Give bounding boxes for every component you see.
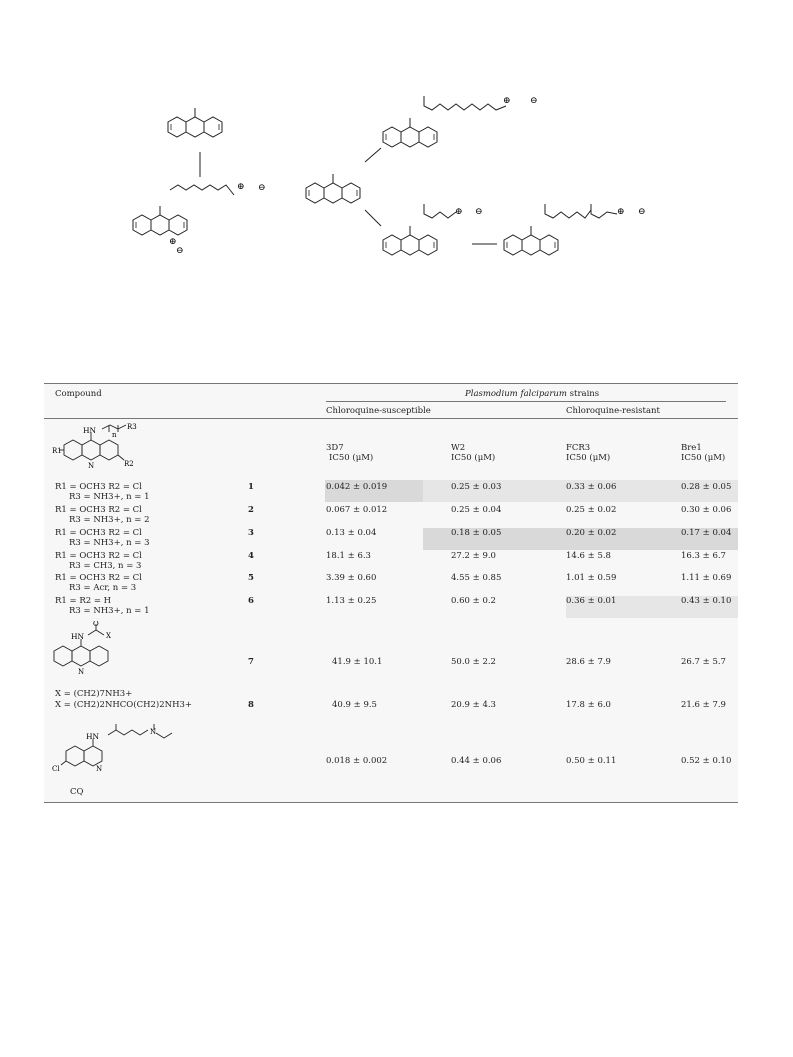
row-fcr3: 0.20 ± 0.02: [566, 528, 617, 538]
plus-charge: ⊕: [237, 182, 245, 192]
ic50-3d7: IC50 (μM): [329, 453, 374, 463]
plus-charge: ⊕: [455, 207, 463, 217]
ring-n-label: N: [78, 668, 85, 676]
row-3d7: 0.13 ± 0.04: [326, 528, 377, 538]
resistant-header: Chloroquine-resistant: [566, 406, 660, 416]
row-line1: R1 = OCH3 R2 = Cl: [55, 505, 142, 515]
acridine-bottom-right-b: [504, 204, 617, 255]
plus-charge: ⊕: [617, 207, 625, 217]
arrow-down-right: [365, 210, 381, 226]
row-num: 3: [248, 528, 254, 538]
acridine-center: [306, 174, 360, 203]
row-num: 4: [248, 551, 254, 561]
row-line1: R1 = R2 = H: [55, 596, 112, 606]
row8-w2: 20.9 ± 4.3: [451, 700, 496, 710]
compound-header: Compound: [55, 389, 102, 399]
chloroquine-structure: [52, 721, 212, 781]
row-line1: R1 = OCH3 R2 = Cl: [55, 551, 142, 561]
row-line2: R3 = NH3+, n = 1: [69, 492, 150, 502]
table-header-rule: [44, 418, 738, 419]
cl-label: Cl: [52, 765, 60, 773]
cq-label: CQ: [70, 787, 84, 797]
ic50-bre1: IC50 (μM): [681, 453, 726, 463]
hn-label: HN: [86, 732, 100, 741]
row8-xlabel: X = (CH2)2NHCO(CH2)2NH3+: [55, 700, 193, 710]
row7-fcr3: 28.6 ± 7.9: [566, 657, 611, 667]
cq-w2: 0.44 ± 0.06: [451, 756, 502, 766]
species-suffix: strains: [566, 389, 600, 399]
ring-n-label: N: [96, 765, 103, 773]
row-3d7: 1.13 ± 0.25: [326, 596, 377, 606]
row-3d7: 0.067 ± 0.012: [326, 505, 388, 515]
minus-charge: ⊖: [530, 96, 538, 106]
row-line1: R1 = OCH3 R2 = Cl: [55, 573, 142, 583]
amide-structure: [52, 621, 172, 691]
n-label: n: [112, 431, 117, 439]
row-bre1: 16.3 ± 6.7: [681, 551, 726, 561]
hn-label: HN: [83, 426, 97, 435]
species-name: Plasmodium falciparum: [465, 389, 567, 399]
cq-bre1: 0.52 ± 0.10: [681, 756, 732, 766]
r2-label: R2: [124, 460, 134, 468]
row-num: 2: [248, 505, 254, 515]
row-line2: R3 = NH3+, n = 1: [69, 606, 150, 616]
row-line1: R1 = OCH3 R2 = Cl: [55, 528, 142, 538]
row8-fcr3: 17.8 ± 6.0: [566, 700, 611, 710]
row-w2: 0.25 ± 0.04: [451, 505, 502, 515]
row-bre1: 0.17 ± 0.04: [681, 528, 732, 538]
row-fcr3: 0.36 ± 0.01: [566, 596, 617, 606]
minus-charge: ⊖: [475, 207, 483, 217]
row-line1: R1 = OCH3 R2 = Cl: [55, 482, 142, 492]
row-num: 1: [248, 482, 254, 492]
row-bre1: 0.28 ± 0.05: [681, 482, 732, 492]
strain-fcr3: FCR3: [566, 443, 591, 453]
strain-bre1: Bre1: [681, 443, 702, 453]
acridine-bottom-right-a: [383, 204, 456, 255]
row8-bre1: 21.6 ± 7.9: [681, 700, 726, 710]
row-fcr3: 0.33 ± 0.06: [566, 482, 617, 492]
minus-charge: ⊖: [258, 183, 266, 193]
row-bre1: 0.43 ± 0.10: [681, 596, 732, 606]
acridine-bottom-left: [133, 185, 234, 235]
susceptible-header: Chloroquine-susceptible: [326, 406, 431, 416]
ic50-fcr3: IC50 (μM): [566, 453, 611, 463]
row7-num: 7: [248, 657, 254, 667]
table-bottom-rule: [44, 802, 738, 803]
reaction-scheme: [0, 0, 793, 300]
row-w2: 27.2 ± 9.0: [451, 551, 496, 561]
row-fcr3: 14.6 ± 5.8: [566, 551, 611, 561]
row7-bre1: 26.7 ± 5.7: [681, 657, 726, 667]
x-label: X: [106, 632, 111, 640]
cq-3d7: 0.018 ± 0.002: [326, 756, 388, 766]
row-w2: 4.55 ± 0.85: [451, 573, 502, 583]
row-3d7: 18.1 ± 6.3: [326, 551, 371, 561]
ring-n-label: N: [88, 462, 95, 470]
row-w2: 0.60 ± 0.2: [451, 596, 496, 606]
row-w2: 0.18 ± 0.05: [451, 528, 502, 538]
row-line2: R3 = NH3+, n = 3: [69, 538, 150, 548]
row7-3d7: 41.9 ± 10.1: [332, 657, 383, 667]
row8-3d7: 40.9 ± 9.5: [332, 700, 377, 710]
amine-n-label: N: [150, 728, 157, 736]
activity-table: [44, 383, 738, 803]
row-line2: R3 = CH3, n = 3: [69, 561, 142, 571]
row-w2: 0.25 ± 0.03: [451, 482, 502, 492]
o-label: O: [93, 621, 99, 628]
cq-fcr3: 0.50 ± 0.11: [566, 756, 617, 766]
row-3d7: 3.39 ± 0.60: [326, 573, 377, 583]
row-fcr3: 0.25 ± 0.02: [566, 505, 617, 515]
r1-label: R1: [52, 447, 62, 455]
species-header: [465, 389, 599, 399]
row-3d7: 0.042 ± 0.019: [326, 482, 388, 492]
row-num: 5: [248, 573, 254, 583]
row7-xlabel: X = (CH2)7NH3+: [55, 689, 133, 699]
acridine-top-left: [168, 108, 222, 137]
row-line2: R3 = NH3+, n = 2: [69, 515, 150, 525]
row7-w2: 50.0 ± 2.2: [451, 657, 496, 667]
row-fcr3: 1.01 ± 0.59: [566, 573, 617, 583]
ic50-w2: IC50 (μM): [451, 453, 496, 463]
minus-charge: ⊖: [176, 246, 184, 256]
table-top-rule: [44, 383, 738, 384]
row8-num: 8: [248, 700, 254, 710]
row-num: 6: [248, 596, 254, 606]
arrow-up-right: [365, 148, 381, 162]
hn-label: HN: [71, 632, 85, 641]
minus-charge: ⊖: [638, 207, 646, 217]
header-sub-rule: [326, 401, 726, 402]
row-bre1: 0.30 ± 0.06: [681, 505, 732, 515]
r3-label: R3: [127, 423, 137, 431]
row-bre1: 1.11 ± 0.69: [681, 573, 732, 583]
plus-charge: ⊕: [503, 96, 511, 106]
plus-charge: ⊕: [169, 237, 177, 247]
row-line2: R3 = Acr, n = 3: [69, 583, 137, 593]
acridine-top-right: [383, 96, 506, 147]
general-structure: [52, 423, 192, 481]
strain-3d7: 3D7: [326, 443, 344, 453]
strain-w2: W2: [451, 443, 466, 453]
